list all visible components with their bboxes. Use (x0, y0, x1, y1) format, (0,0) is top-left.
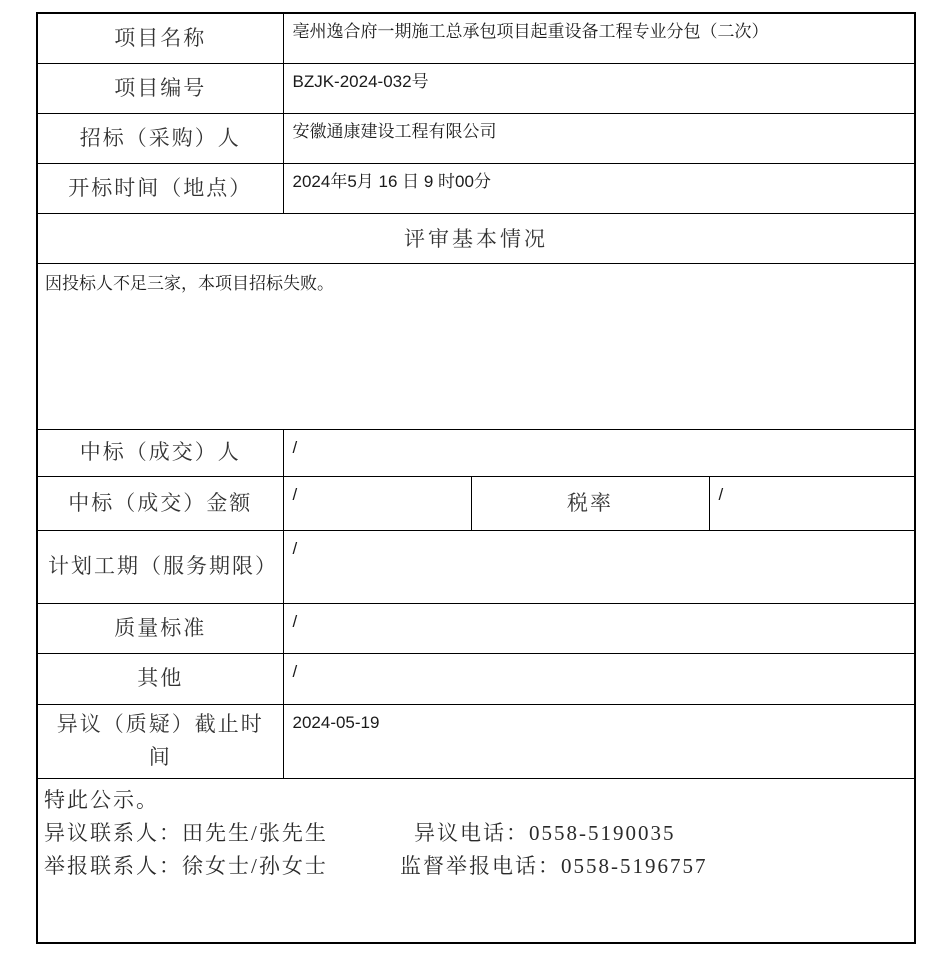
bid-opening-label: 开标时间（地点） (37, 163, 283, 213)
objection-contact-text: 异议联系人：田先生/张先生 (44, 820, 328, 845)
other-row (37, 653, 915, 704)
objection-deadline-row (37, 704, 915, 778)
project-number-row (37, 63, 915, 113)
planned-period-value: / (283, 530, 915, 603)
quality-standard-label: 质量标准 (37, 603, 283, 653)
project-name-label: 项目名称 (37, 13, 283, 63)
project-name-row (37, 13, 915, 63)
objection-deadline-label: 异议（质疑）截止时间 (37, 704, 283, 778)
project-name-value: 亳州逸合府一期施工总承包项目起重设备工程专业分包（二次） (283, 13, 915, 63)
tenderer-row (37, 113, 915, 163)
project-number-label: 项目编号 (37, 63, 283, 113)
award-amount-label: 中标（成交）金额 (37, 476, 283, 530)
bid-announcement-table (36, 12, 916, 944)
objection-deadline-value: 2024-05-19 (283, 704, 915, 778)
project-number-value: BZJK-2024-032号 (283, 63, 915, 113)
objection-phone-text: 异议电话：0558-5190035 (414, 820, 676, 845)
review-section-header: 评审基本情况 (37, 213, 915, 263)
report-contact-line (44, 850, 908, 883)
other-value: / (283, 653, 915, 704)
announcement-text: 特此公示。 (44, 787, 159, 812)
award-amount-row (37, 476, 915, 530)
winner-value: / (283, 429, 915, 476)
report-phone-text: 监督举报电话：0558-5196757 (400, 853, 708, 878)
quality-standard-value: / (283, 603, 915, 653)
award-amount-value: / (283, 476, 471, 530)
tenderer-value: 安徽通康建设工程有限公司 (283, 113, 915, 163)
review-result-row (37, 263, 915, 429)
report-contact-text: 举报联系人：徐女士/孙女士 (44, 853, 328, 878)
tenderer-label: 招标（采购）人 (37, 113, 283, 163)
tax-rate-value: / (709, 476, 915, 530)
review-header-row (37, 213, 915, 263)
objection-contact-line (44, 817, 908, 850)
footer-section (37, 778, 915, 943)
bid-opening-value: 2024年5月 16 日 9 时00分 (283, 163, 915, 213)
tax-rate-label: 税率 (471, 476, 709, 530)
bid-opening-row (37, 163, 915, 213)
review-result-text: 因投标人不足三家，本项目招标失败。 (37, 263, 915, 429)
winner-row (37, 429, 915, 476)
planned-period-row (37, 530, 915, 603)
footer-row (37, 778, 915, 943)
planned-period-label: 计划工期（服务期限） (37, 530, 283, 603)
winner-label: 中标（成交）人 (37, 429, 283, 476)
other-label: 其他 (37, 653, 283, 704)
quality-standard-row (37, 603, 915, 653)
